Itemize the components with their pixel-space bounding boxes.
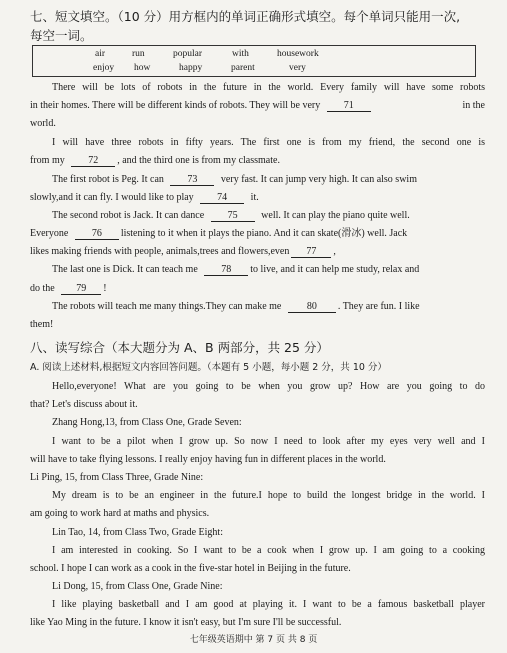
student-text: school. I hope I can work as a cook in the five-star hotel in Beijing in the future. [30,563,351,574]
paragraph-text: them! [30,319,54,330]
blank-74: 74 [200,192,244,204]
intro-text: Hello,everyone! What are you going to be when you grow up? How are you going to do [52,381,485,392]
paragraph-text: from my 72 , and the third one is from my classmate. [30,155,280,166]
paragraph-text: do the 79 ! [30,283,107,294]
student-name: Li Dong, 15, from Class One, Grade Nine: [52,581,223,592]
blank-73: 73 [170,174,214,186]
word-box-item: with [232,49,249,59]
part-a-instructions: A. 阅读上述材料,根据短文内容回答问题。（本题有 5 小题，每小题 2 分，共 10 分） [30,362,387,373]
paragraph-text: I will have three robots in fifty years. The first one is from my friend, the second one is [52,137,485,148]
paragraph-text: The robots will teach me many things.They can make me 80 . They are fun. I like [52,301,420,312]
blank-75: 75 [211,210,255,222]
blank-78: 78 [204,264,248,276]
student-text: I want to be a pilot when I grow up. So now I need to look after my eyes very well and I [52,436,485,447]
paragraph-text: likes making friends with people, animals,trees and flowers,even 77 , [30,246,336,257]
word-box-item: housework [277,49,319,59]
blank-71: 71 [327,100,371,112]
blank-72: 72 [71,155,115,167]
paragraph-text: The first robot is Peg. It can 73 very fast. It can jump very high. It can also swim [52,174,417,185]
blank-79: 79 [61,283,101,295]
paragraph-text: The second robot is Jack. It can dance 75 well. It can play the piano quite well. [52,210,410,221]
paragraph-text: There will be lots of robots in the future in the world. Every family will have some robots [52,82,485,93]
page-footer: 七年级英语期中 第 7 页 共 8 页 [189,635,318,645]
student-name: Li Ping, 15, from Class Three, Grade Nine: [30,472,204,483]
student-text: like Yao Ming in the future. I know it isn't easy, but I'm sure I'll be successful. [30,617,342,628]
paragraph-text: The last one is Dick. It can teach me 78 to live, and it can help me study, relax and [52,264,420,275]
word-box-item: run [132,49,145,59]
student-text: My dream is to be an engineer in the future.I hope to build the longest bridge in the world. I [52,490,485,501]
word-box [32,45,476,77]
blank-76: 76 [75,228,119,240]
student-name: Lin Tao, 14, from Class Two, Grade Eight: [52,527,223,538]
paragraph-text: slowly,and it can fly. I would like to play 74 it. [30,192,259,203]
word-box-item: how [134,63,151,73]
paragraph-text: Everyone 76 listening to it when it plays the piano. And it can skate(滑冰) well. Jack [30,228,408,239]
student-text: I am interested in cooking. So I want to be a cook when I grow up. I am going to a cooking [52,545,485,556]
word-box-item: air [95,49,106,59]
word-box-item: popular [173,49,203,59]
blank-77: 77 [291,246,331,258]
student-text: I like playing basketball and I am good at playing it. I want to be a famous basketball player [52,599,485,610]
blank-80: 80 [288,301,336,313]
paragraph-text: in their homes. There will be different kinds of robots. They will be very 71 in the [30,100,485,111]
intro-text: that? Let's discuss about it. [30,399,138,410]
word-box-item: enjoy [93,63,115,73]
student-text: will have to take flying lessons. I really enjoy having fun in different places in the world. [30,454,386,465]
student-name: Zhang Hong,13, from Class One, Grade Seven: [52,417,242,428]
paragraph-text: world. [30,118,56,129]
word-box-item: parent [231,63,255,73]
section-8-title: 八、读写综合（本大题分为 A、B 两部分，共 25 分） [30,340,329,355]
section-7-title: 七、短文填空。（10 分）用方框内的单词正确形式填空。每个单词只能用一次, [30,9,461,24]
word-box-item: very [289,63,306,73]
word-box-item: happy [179,63,203,73]
student-text: am going to work hard at maths and physics. [30,508,210,519]
section-7-title-continued: 每空一词。 [30,28,93,43]
